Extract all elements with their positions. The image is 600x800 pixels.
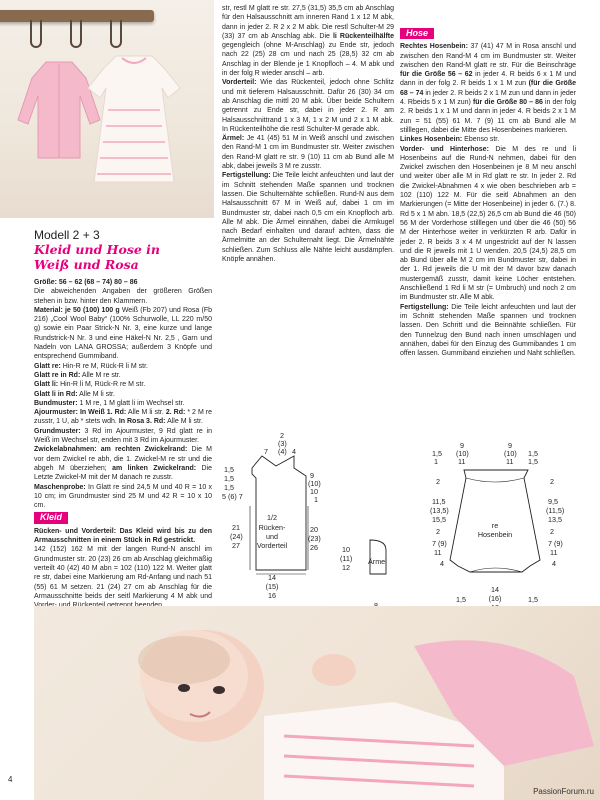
hook-icon: [110, 20, 122, 48]
zwickel-left-label: am linken Zwickelrand:: [112, 464, 197, 472]
ajour-round3-text: Alle M li str.: [165, 418, 203, 426]
hose-fertigstellung-label: Fertigstellung:: [400, 303, 449, 311]
model-title-line2: Weiß und Rosa: [34, 257, 139, 272]
piece-label-1: 1/2: [267, 513, 277, 522]
column-2: [222, 4, 394, 264]
grund-label: Grundmuster:: [34, 427, 81, 435]
dim-right-3: 10: [310, 487, 318, 496]
dim-top-5: 4: [292, 447, 296, 456]
pants-bottom-4: 1,5: [456, 595, 466, 604]
model-title: [34, 242, 160, 272]
sleeve-left-3: 12: [342, 563, 350, 572]
dim-bottom-1: 14: [268, 573, 276, 582]
section-heading-hose: Hose: [400, 28, 434, 39]
pants-top-8: (10): [504, 449, 517, 458]
model-number: Modell 2 + 3: [34, 228, 100, 242]
pants-top-3: (10): [456, 449, 469, 458]
pants-bottom-1: 14: [491, 585, 499, 594]
glatt-li-text: Hin-R li M, Rück-R re M str.: [58, 381, 146, 389]
pants-left-8: 4: [440, 559, 444, 568]
linkes-hosenbein-label: Linkes Hosenbein:: [400, 136, 463, 144]
material-label: Material: je 50 (100) 100 g: [34, 306, 120, 314]
dim-right-2: (10): [308, 479, 321, 488]
ajour-round3-label: In Rosa 3. Rd:: [118, 418, 166, 426]
bund-text: 1 M re, 1 M glatt li im Wechsel str.: [77, 399, 185, 407]
linkes-hosenbein-text: Ebenso str.: [462, 136, 500, 144]
glatt-li-label: Glatt li:: [34, 381, 59, 389]
dim-top-4: (4): [278, 447, 287, 456]
li-rueckenteil-label: li Rückenteilhälfte: [332, 32, 394, 40]
dim-bottom-2: (15): [265, 582, 279, 591]
dim-left-3: 1,5: [224, 483, 234, 492]
bottom-photo-baby: [34, 606, 600, 800]
pants-left-2: 11,5: [432, 497, 446, 506]
dim-top-2: (3): [278, 439, 287, 448]
aermel-text: Je 41 (45) 51 M in Weiß anschl und zwischen den Rand-M 1 cm im Bundmuster str. Weiter zwischen den Rand-M glatt re str. 9 (10) 11 cm ab Bund alle M abk, dabei jeweils 3 M re zusstr.: [222, 135, 394, 171]
maschenprobe-text: In Glatt re sind 24,5 M und 40 R = 10 x 10 cm; im Grundmuster sind 25 M und 42 R = 10 x 10 cm.: [34, 483, 212, 510]
dim-side-left-2: (24): [230, 532, 243, 541]
pants-left-4: 15,5: [432, 515, 446, 524]
pants-top-6: 1: [434, 457, 438, 466]
li-rueckenteil-text: gegengleich (ohne M-Anschlag) zu Ende str, jedoch nach 22 (25) 28 cm und nach 25 (28,5) 32 cm ab Anschlag in der Blende je 1 Knopfloch – 4. M abk und in der folg R wieder anschl – arb.: [222, 42, 394, 78]
grund-text: 3 Rd im Ajourmuster, 9 Rd glatt re in Weiß im Wechsel str, enden mit 3 Rd im Ajourmuster.: [34, 427, 212, 445]
pants-left-1: 2: [436, 477, 440, 486]
pants-top-11: 1,5: [528, 457, 538, 466]
rv-label: Rücken- und Vorderteil: Das Kleid wird bis zu den Armausschnitten in einem Stück in Rd gestrickt.: [34, 527, 212, 545]
piece-label-2: Rücken-: [258, 523, 286, 532]
size3-label: für die Größe 80 – 86: [472, 99, 543, 107]
sleeve-pattern-diagram: [340, 530, 400, 610]
vorderteil-label: Vorderteil:: [222, 79, 257, 87]
dim-side-right-3: 26: [310, 543, 318, 552]
vorderteil-text: Wie das Rückenteil, jedoch ohne Schlitz und mit tieferem Halsausschnitt. Dafür 26 (30) 34 cm ab Anschlag die mittl 20 M abk. Über beide Schultern getrennt zu Ende str, dabei in jeder 2. R am Halsausschnittrand 1 x 3 M, 1 x 2 M und 2 x 1 M abk. In Rückenteilhöhe die restl Schulter-M gerade abk.: [222, 79, 394, 133]
top-photo-garments: [0, 0, 214, 218]
pants-left-7: 11: [434, 548, 442, 557]
size1-label: für die Größe 56 – 62: [400, 71, 473, 79]
size1-text: in jeder 4. R beids 6 x 1 M und dann in der folg 2. R beids 1 x 1 M zun: [400, 71, 577, 88]
sleeve-left-1: 10: [342, 545, 350, 554]
piece-label-4: Vorderteil: [256, 541, 288, 550]
pants-bottom-5: 1,5: [528, 595, 538, 604]
dim-side-right-1: 20: [310, 525, 318, 534]
glatt-re-rd-text: Alle M re str.: [80, 371, 121, 379]
pants-left-6: 7 (9): [432, 539, 447, 548]
section-heading-kleid: Kleid: [34, 512, 68, 523]
page-number: 4: [8, 775, 13, 784]
rv-text: 142 (152) 162 M mit der langen Rund-N anschl im Grundmuster str. 20 (23) 26 cm ab Anschlag gleichmäßig verteilt 40 (42) 40 M abn = 102 (110) 122 M. Weiter glatt re str, dabei eine Markierung am Rd-Anfang und nach 51 (55) 61 M setzen. 21 (24) 27 cm ab Anschlag für die Armausschnitte beids der seitl Markierung 4 M abk und: [34, 546, 212, 600]
glatt-re-rd-label: Glatt re in Rd:: [34, 371, 81, 379]
hose-fertigstellung-text: Die Teile leicht anfeuchten und laut der im Schnitt stehenden Maße spannen und trocknen lassen. Den Schritt und die Beinnähte schließen. Für den Tunnelzug den Bund nach innen umschlagen und annähen, dabei für den Einzug des Gummibandes 1 cm offen lassen. Gummiband einziehen und Naht schließen.: [400, 303, 576, 358]
size2-label: (für die Größe 68 – 74: [400, 80, 577, 97]
pants-right-7: 11: [550, 548, 558, 557]
pants-pattern-diagram: [400, 440, 580, 610]
ajour-round2-label: 2. Rd:: [165, 409, 186, 417]
column-1: [34, 278, 212, 657]
maschenprobe-label: Maschenprobe:: [34, 483, 86, 491]
pants-right-4: 13,5: [548, 515, 562, 524]
zwickel-label: Zwickelabnahmen: am rechten Zwickelrand:: [34, 446, 188, 454]
pants-left-3: (13,5): [430, 506, 449, 515]
dim-right-4: 1: [314, 495, 318, 504]
piece-label-3: und: [266, 532, 278, 541]
vorder-hinterhose-text: Die M des re und li Hosenbeins auf die Rund-N nehmen, dabei für den Zwickel zwischen den Hosenbeinen je 8 M neu anschl und weiter über alle M in Rd glatt re str. In jeder 2. Rd die Zwickel-Abnahmen 4 x wie oben beschrieben arb = 102 (110) 122 M. Für die seitl Abnahmen an den Markierungen (= Mitte der Hosenbeine) in jeder 6. (7.) 8. Rd 5 x 1 M abn. 18,5 (22,5) 26,5 cm ab Bund die 46 (50) 56 M der Vorderhose stilllegen und über die 46 (50) 56 M der Hinterhose weiter in verkürzten R arb. Dafür in jeder 2. R beids 3 x 4 M ungestrickt auf der N lassen und die R jeweils mit 1 U wenden. 20,5 (24,5) 28,5 cm ab Bund über alle M 2 cm im Bundmuster str, dabei in der 1. Rd jeweils die U mit der M davor bzw danach mustergemäß zusstr, damit keine Löcher entstehen. Anschließend 1 Rd li M str (= Umbruch) und noch 2 cm im Bundmuster str. Alle M abk.: [400, 145, 577, 302]
glatt-re-text: Hin-R re M, Rück-R li M str.: [60, 362, 148, 370]
glatt-li-rd-text: Alle M li str.: [77, 390, 115, 398]
aermel-label: Ärmel:: [222, 135, 245, 143]
zwickel-text: Die M vor dem Zwickel re abh, die 1. Zwickel-M re str und die abgeh M überziehen;: [34, 446, 212, 472]
dim-bottom-3: 16: [268, 591, 276, 600]
model-title-line1: Kleid und Hose in: [34, 242, 161, 257]
fertigstellung-label: Fertigstellung:: [222, 172, 271, 180]
pants-top-1: 9: [460, 441, 464, 450]
rechtes-hosenbein-text: 37 (41) 47 M in Rosa anschl und zwischen den Rand-M 4 cm im Bundmuster str. Weiter zwischen den Rand-M glatt re str. Für die Beinschräge: [400, 43, 576, 69]
pants-right-3: (11,5): [546, 506, 565, 515]
dim-top-3: 7: [264, 447, 268, 456]
dress-outline: [252, 456, 306, 570]
dim-right-1: 9: [310, 471, 314, 480]
dim-left-4: 5 (6) 7: [222, 492, 243, 501]
watermark: PassionForum.ru: [533, 787, 594, 796]
baby-photo-image: [34, 606, 600, 800]
pants-right-6: 7 (9): [548, 539, 563, 548]
rueckenteil-cont: str, restl M glatt re str. 27,5 (31,5) 35,5 cm ab Anschlag für den Halsausschnitt am inneren Rand 1 x 12 M abk, dann in jeder 2. R 2 x 2 M abk. Die restl Schulter-M 29 (33) 37 cm ab Anschlag abk. Die: [222, 5, 394, 40]
pants-top-2: 1,5: [432, 449, 442, 458]
pants-bottom-2: (16): [488, 594, 502, 603]
sleeve-label: Ärmel: [368, 557, 387, 566]
ajour-round2-text: * 2 M re zusstr, 1 U, ab * stets wdh.: [34, 409, 212, 426]
dim-left-2: 1,5: [224, 474, 234, 483]
pants-right-5: 2: [550, 527, 554, 536]
pants-top-9: 1,5: [528, 449, 538, 458]
size-note: Die abweichenden Angaben der größeren Größen stehen in bzw. hinter den Klammern.: [34, 288, 212, 305]
dim-left-1: 1,5: [224, 465, 234, 474]
rechtes-hosenbein-label: Rechtes Hosenbein:: [400, 43, 468, 51]
pants-right-8: 4: [552, 559, 556, 568]
size2-text: in jeder 2. R beids 2 x 1 M zun und dann in jeder 4. Rbeids 5 x 1 M zun): [400, 89, 576, 107]
size-line: Größe: 56 – 62 (68 – 74) 80 – 86: [34, 279, 138, 286]
hook-icon: [70, 20, 82, 48]
column-3: [400, 28, 576, 358]
ajour-text: Alle M li str.: [126, 409, 166, 417]
pants-top-5: 11: [458, 457, 466, 466]
pants-piece-1: re: [491, 521, 499, 530]
vorder-hinterhose-label: Vorder- und Hinterhose:: [400, 145, 489, 153]
pants-piece-2: Hosenbein: [477, 530, 513, 539]
size3-text: in der folg 2. R beids 1 x 1 M und dann in jeder 4. R beids 2 x 1 M zun = 51 (55) 61 M. 7 (9) 11 cm ab Bund alle M stilllegen, dabei die Mitte des Hosenbeines markieren.: [400, 99, 577, 134]
pants-right-2: 9,5: [548, 497, 558, 506]
dim-side-left-3: 27: [232, 541, 240, 550]
hook-icon: [30, 20, 42, 48]
dim-side-left-1: 21: [232, 523, 240, 532]
material-text: Weiß (Fb 207) und Rosa (Fb 216) „Cool Wool Baby“ (100% Schurwolle, LL 220 m/50 g) sowie ein Paar Strick-N Nr. 3, eine kurze und lange Rundstrick-N Nr. 3 und eine Häkel-N Nr. 2,5 , Garn und Nadeln von LANA GROSSA; außerdem 3 Knöpfe und entsprechend Gummiband.: [34, 306, 212, 361]
sleeve-left-2: (11): [340, 554, 353, 563]
glatt-re-label: Glatt re:: [34, 362, 61, 370]
pants-left-5: 2: [436, 527, 440, 536]
bund-label: Bundmuster:: [34, 399, 78, 407]
pants-top-10: 11: [506, 457, 514, 466]
dim-top-1: 2: [280, 431, 284, 440]
zwickel-left-text: Die Letzte Zwickel-M mit der M danach re zusstr.: [34, 464, 213, 482]
ajour-label: Ajourmuster: In Weiß 1. Rd:: [34, 409, 127, 417]
white-dress-image: [80, 54, 188, 184]
pants-top-7: 9: [508, 441, 512, 450]
dim-side-right-2: (23): [308, 534, 321, 543]
glatt-li-rd-label: Glatt li in Rd:: [34, 390, 78, 398]
pants-right-1: 2: [550, 477, 554, 486]
fertigstellung-text: Die Teile leicht anfeuchten und laut der im Schnitt stehenden Maße spannen und trocknen lassen. Die Schulternähte schließen. Rund-N aus dem Halsausschnitt 67 M in Weiß auf, dabei 1 cm im Bundmuster str, dabei nach 0,5 cm ein Knopfloch arb. Alle M abk. Die Ärmel einnähen, dabei die Armkugel nach Bedarf einhalten und darauf achten, dass die Ärmelmitte an der Schulternaht liegt. Die Ärmelnähte schließen. Zum Schluss alle Nähte leicht ausdämpfen. Knöpfe annähen.: [222, 172, 394, 264]
